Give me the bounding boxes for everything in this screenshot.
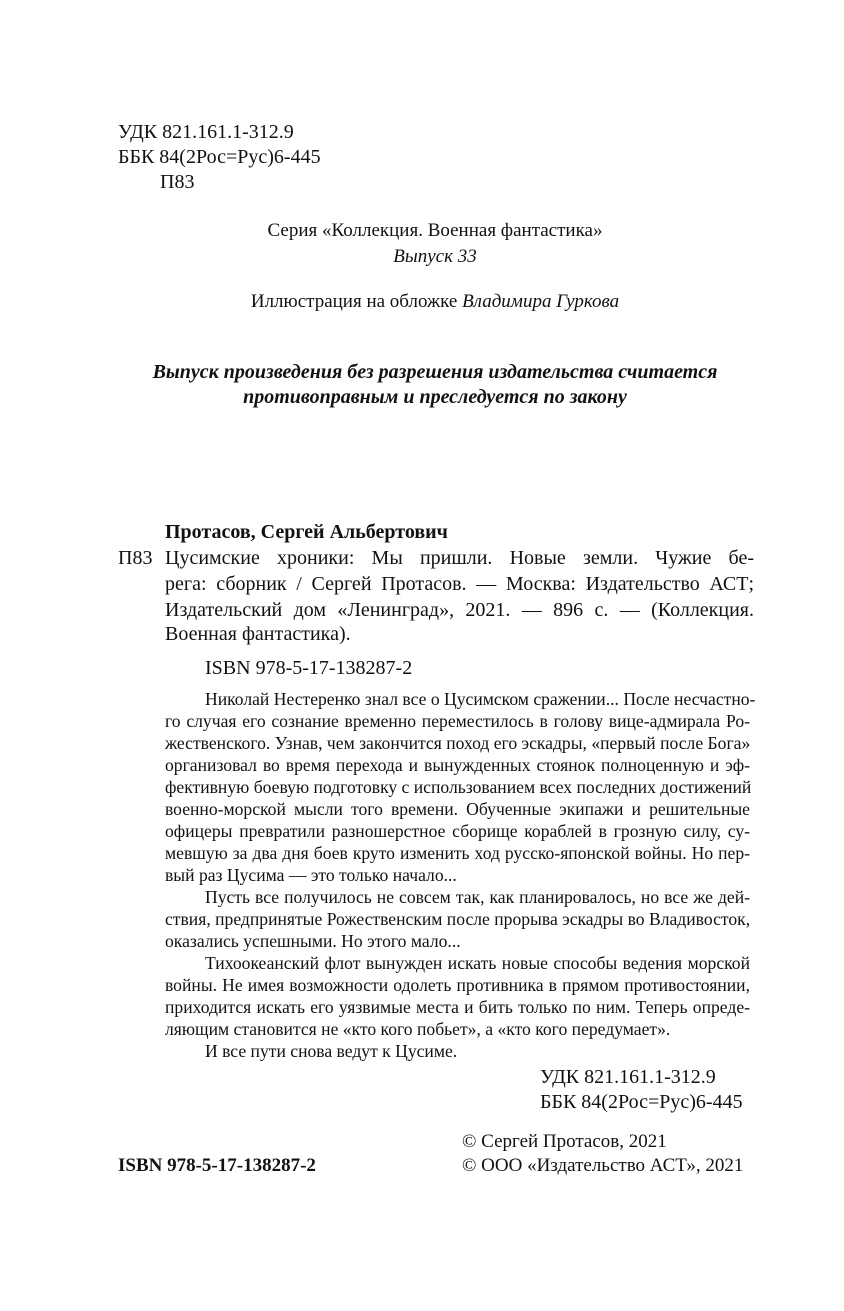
- catalog-isbn: ISBN 978-5-17-138287-2: [205, 657, 413, 679]
- abstract-line: военно-морской мысли того времени. Обученные экипажи и решительные: [165, 799, 750, 819]
- catalog-description-line: Издательский дом «Ленинград», 2021. — 896 с. — (Коллекция.: [165, 599, 754, 621]
- abstract-line: организовал во время перехода и вынужденных стоянок полноценную и эф-: [165, 755, 750, 775]
- footer-isbn: ISBN 978-5-17-138287-2: [118, 1155, 316, 1176]
- abstract-line: го случая его сознание временно переместилось в голову вице-адмирала Ро-: [165, 711, 750, 731]
- footer-bbk: ББК 84(2Рос=Рус)6-445: [540, 1091, 743, 1113]
- illustration-prefix: Иллюстрация на обложке: [250, 291, 463, 312]
- abstract-line: вый раз Цусима — это только начало...: [165, 865, 457, 885]
- catalog-description-line: Военная фантастика).: [165, 623, 351, 645]
- illustration-credit: [0, 290, 844, 314]
- copyright-warning-line1: Выпуск произведения без разрешения издательства считается: [152, 361, 718, 383]
- copyright-publisher: © ООО «Издательство АСТ», 2021: [462, 1155, 744, 1176]
- abstract-line: И все пути снова ведут к Цусиме.: [205, 1041, 458, 1061]
- bbk-code: ББК 84(2Рос=Рус)6-445: [118, 146, 321, 168]
- udk-code: УДК 821.161.1-312.9: [118, 121, 294, 143]
- abstract-line: приходится искать его уязвимые места и бить только по ним. Теперь опреде-: [165, 997, 750, 1017]
- series-issue: Выпуск 33: [393, 246, 477, 267]
- abstract-line: ляющим становится не «кто кого побьет», а «кто кого передумает».: [165, 1019, 671, 1039]
- series-line: [0, 219, 844, 243]
- illustration-artist: Владимира Гуркова: [462, 291, 620, 312]
- series-prefix: Серия: [267, 220, 323, 241]
- abstract-line: войны. Не имея возможности одолеть противника в прямом противостоянии,: [165, 975, 750, 995]
- copyright-warning-line2: противоправным и преследуется по закону: [243, 386, 627, 408]
- series-name: «Коллекция. Военная фантастика»: [322, 220, 603, 241]
- catalog-mark: П83: [118, 547, 153, 569]
- author-mark: П83: [160, 171, 195, 193]
- copyright-author: © Сергей Протасов, 2021: [462, 1131, 667, 1152]
- abstract-line: офицеры превратили разношерстное сборище кораблей в грозную силу, су-: [165, 821, 750, 841]
- abstract-line: Николай Нестеренко знал все о Цусимском сражении... После несчастно-: [205, 689, 756, 709]
- catalog-author: Протасов, Сергей Альбертович: [165, 521, 448, 543]
- abstract-line: оказались успешными. Но этого мало...: [165, 931, 461, 951]
- abstract-line: мевшую за два дня боев круто изменить ход русско-японской войны. Но пер-: [165, 843, 750, 863]
- abstract-line: жественского. Узнав, чем закончится поход его эскадры, «первый после Бога»: [165, 733, 751, 753]
- abstract-line: Пусть все получилось не совсем так, как планировалось, но все же дей-: [205, 887, 750, 907]
- catalog-description-line: рега: сборник / Сергей Протасов. — Москва: Издательство АСТ;: [165, 573, 754, 595]
- abstract-line: ствия, предпринятые Рожественским после прорыва эскадры во Владивосток,: [165, 909, 751, 929]
- abstract-line: фективную боевую подготовку с использованием всех последних достижений: [165, 777, 752, 797]
- catalog-description-line: Цусимские хроники: Мы пришли. Новые земли. Чужие бе-: [165, 547, 754, 569]
- abstract-line: Тихоокеанский флот вынужден искать новые способы ведения морской: [205, 953, 750, 973]
- footer-udk: УДК 821.161.1-312.9: [540, 1066, 716, 1088]
